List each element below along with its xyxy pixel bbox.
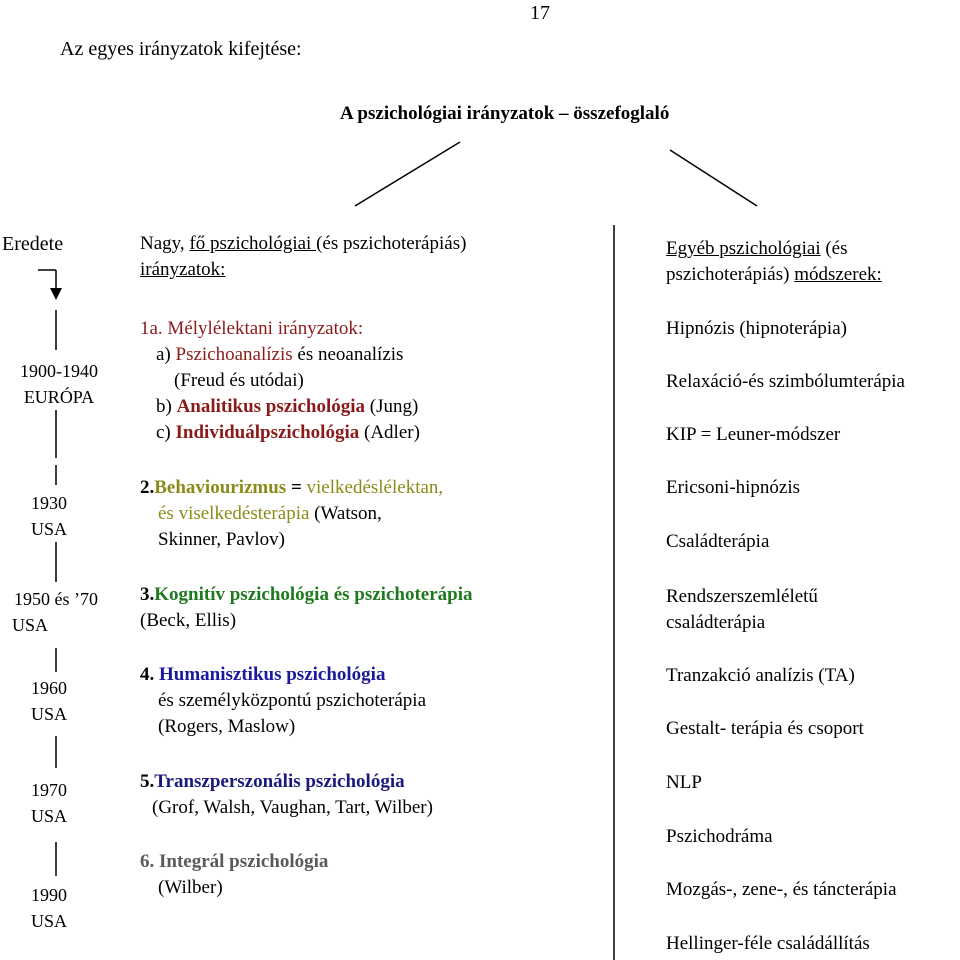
section-2: 2.Behaviourizmus = vielkedéslélektan, és viselkedésterápia (Watson, Skinner, Pavlov) (140, 477, 444, 550)
right-header: Egyéb pszichológiai (és pszichoterápiás) módszerek: (666, 238, 882, 285)
humanisztikus-pszichologia: Humanisztikus pszichológia (159, 664, 386, 685)
section-5: 5.Transzperszonális pszichológia (Grof, Walsh, Vaughan, Tart, Wilber) (140, 771, 433, 818)
integral-pszichologia: 6. Integrál pszichológia (140, 851, 329, 872)
method-pszichodrama: Pszichodráma (666, 826, 773, 847)
period-3-place: USA (12, 615, 49, 635)
method-relaxacio: Relaxáció-és szimbólumterápia (666, 371, 905, 392)
period-2-place: USA (30, 519, 67, 539)
period-6-place: USA (30, 911, 67, 931)
period-6-years: 1990 (31, 885, 67, 905)
method-mozgas: Mozgás-, zene-, és táncterápia (666, 879, 897, 900)
period-3 (0, 586, 112, 638)
method-nlp: NLP (666, 772, 702, 793)
method-ericsoni: Ericsoni-hipnózis (666, 477, 801, 498)
period-6 (4, 882, 94, 934)
period-2 (4, 490, 94, 542)
section-4: 4. Humanisztikus pszichológia és személyközpontú pszichoterápia (Rogers, Maslow) (140, 664, 427, 737)
page-number: 17 (530, 2, 550, 24)
method-csaladterapia: Családterápia (666, 531, 770, 552)
middle-header: Nagy, fő pszichológiai (és pszichoterápiás) irányzatok: (140, 231, 466, 283)
section-1-title: 1a. Mélylélektani irányzatok: (140, 318, 364, 339)
origin-header: Eredete (2, 233, 64, 255)
period-5 (4, 777, 94, 829)
period-4 (4, 675, 94, 727)
individualpszichologia: Individuálpszichológia (175, 422, 360, 443)
method-kip: KIP = Leuner-módszer (666, 424, 841, 445)
kognitiv-pszichologia: Kognitív pszichológia és pszichoterápia (154, 584, 473, 605)
method-hipnozis: Hipnózis (hipnoterápia) (666, 318, 847, 339)
middle-header-line2: irányzatok: (140, 259, 226, 280)
period-4-years: 1960 (31, 678, 67, 698)
intro-text: Az egyes irányzatok kifejtése: (60, 38, 302, 60)
period-3-years: 1950 és ’70 (14, 589, 98, 609)
period-1-years: 1900-1940 (20, 361, 98, 381)
method-hellinger: Hellinger-féle családállítás (666, 933, 870, 954)
method-gestalt: Gestalt- terápia és csoport (666, 718, 864, 739)
page-title: A pszichológiai irányzatok – összefoglaló (340, 103, 670, 124)
period-4-place: USA (30, 704, 67, 724)
section-1: 1a. Mélylélektani irányzatok: a) Pszichoanalízis és neoanalízis (Freud és utódai) b) Analitikus pszichológia (Jung) c) Individuálpszichológia (Adler) (140, 318, 420, 443)
analitikus-pszichologia: Analitikus pszichológia (176, 396, 366, 417)
pszichoanalizis: Pszichoanalízis (175, 344, 293, 365)
period-1-place: EURÓPA (23, 387, 95, 407)
period-5-place: USA (30, 806, 67, 826)
transzperszonalis-pszichologia: Transzperszonális pszichológia (154, 771, 405, 792)
period-5-years: 1970 (31, 780, 67, 800)
behaviourizmus: Behaviourizmus (154, 477, 287, 498)
section-6: 6. Integrál pszichológia (Wilber) (140, 851, 329, 898)
method-ta: Tranzakció analízis (TA) (666, 665, 855, 686)
section-3: 3.Kognitív pszichológia és pszichoterápia (Beck, Ellis) (140, 584, 473, 631)
period-2-years: 1930 (31, 493, 67, 513)
method-rendszerszemleletu: Rendszerszemléletű családterápia (666, 586, 818, 633)
period-1 (4, 358, 114, 410)
